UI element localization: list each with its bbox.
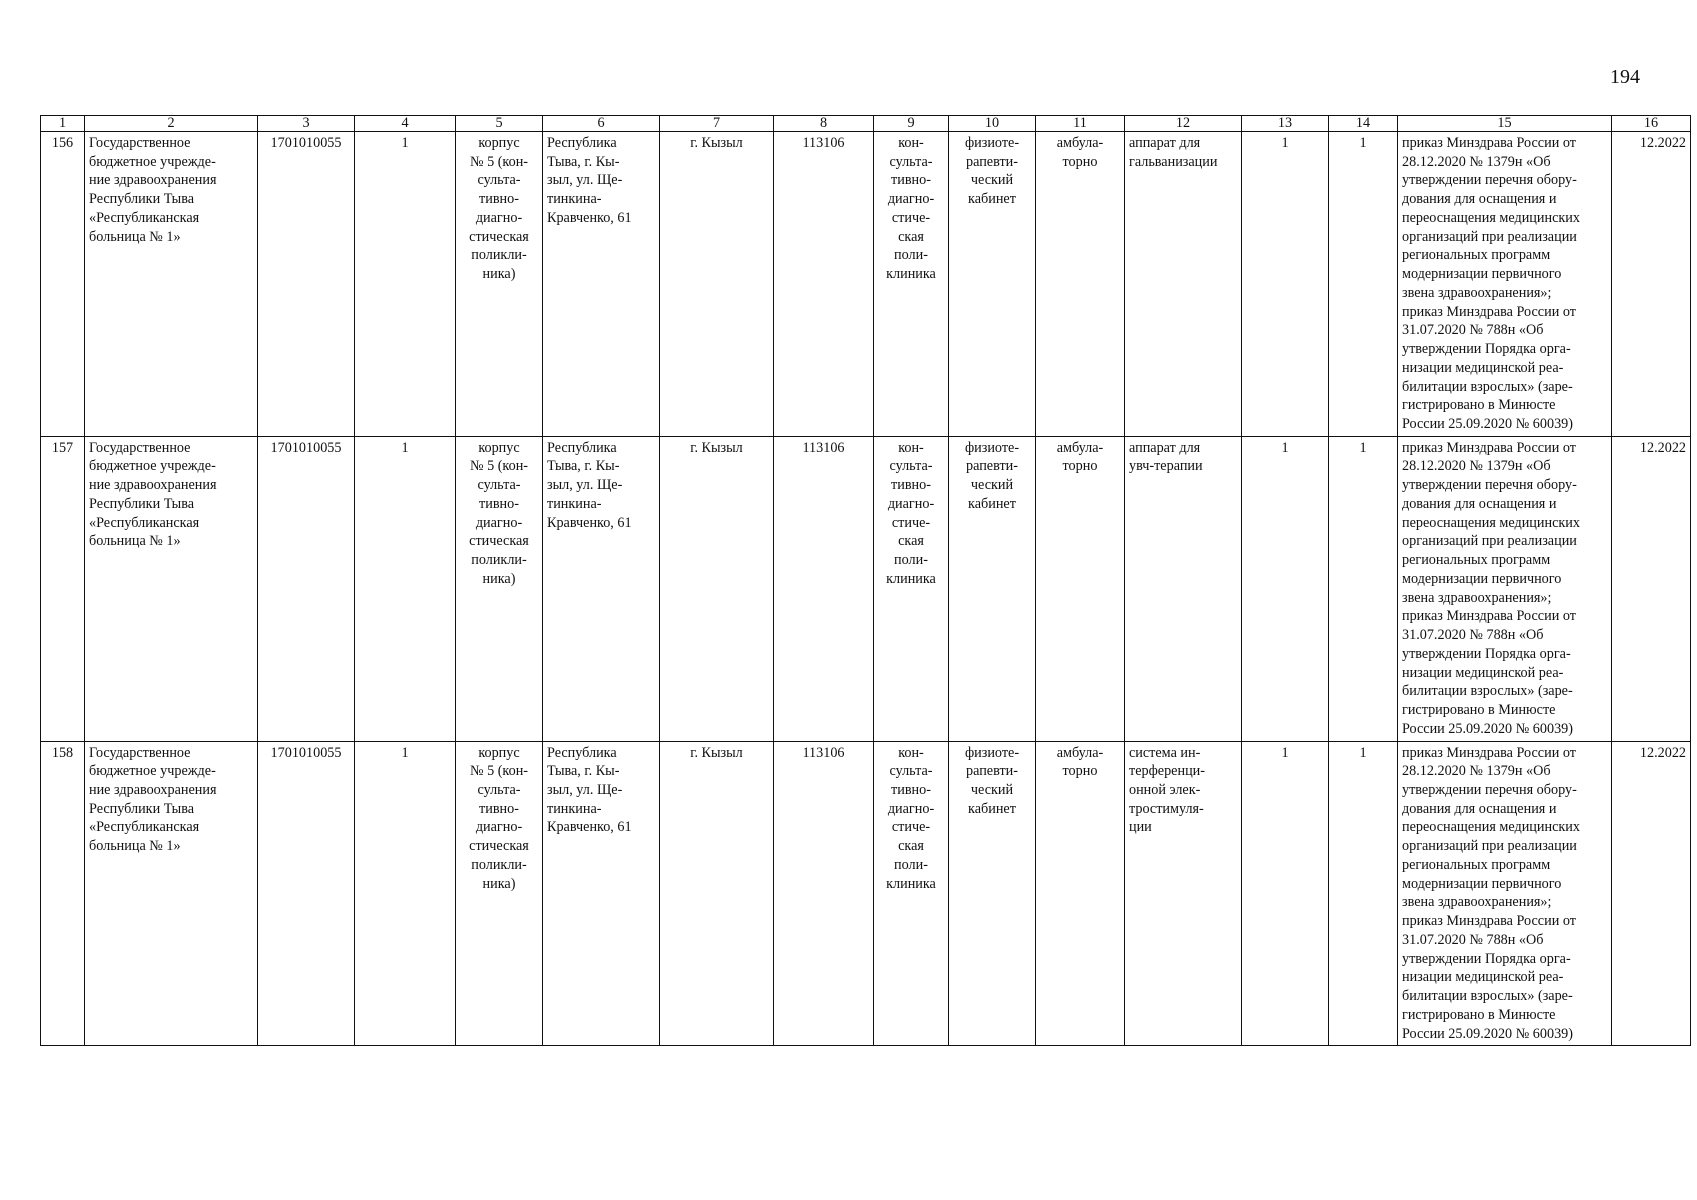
equipment-name: аппарат для увч-терапии bbox=[1125, 436, 1242, 741]
column-number: 14 bbox=[1329, 116, 1398, 132]
address: Республика Тыва, г. Кы- зыл, ул. Ще- тинкина- Кравченко, 61 bbox=[543, 741, 660, 1046]
due-date: 12.2022 bbox=[1612, 132, 1691, 437]
column-13-value: 1 bbox=[1242, 741, 1329, 1046]
care-condition: амбула- торно bbox=[1036, 436, 1125, 741]
equipment-name: аппарат для гальванизации bbox=[1125, 132, 1242, 437]
building-name: корпус № 5 (кон- сульта- тивно- диагно- стическая поликли- ника) bbox=[456, 436, 543, 741]
building-name: корпус № 5 (кон- сульта- тивно- диагно- стическая поликли- ника) bbox=[456, 132, 543, 437]
row-number: 156 bbox=[41, 132, 85, 437]
organization-name: Государственное бюджетное учрежде- ние здравоохранения Республики Тыва «Республиканская больница № 1» bbox=[85, 741, 258, 1046]
column-number: 4 bbox=[355, 116, 456, 132]
unit-type: кон- сульта- тивно- диагно- стиче- ская поли- клиника bbox=[874, 436, 949, 741]
unit-type: кон- сульта- тивно- диагно- стиче- ская поли- клиника bbox=[874, 132, 949, 437]
organization-code: 1701010055 bbox=[258, 436, 355, 741]
building-name: корпус № 5 (кон- сульта- тивно- диагно- стическая поликли- ника) bbox=[456, 741, 543, 1046]
department: физиоте- рапевти- ческий кабинет bbox=[949, 436, 1036, 741]
department: физиоте- рапевти- ческий кабинет bbox=[949, 741, 1036, 1046]
column-number: 12 bbox=[1125, 116, 1242, 132]
organization-name: Государственное бюджетное учрежде- ние здравоохранения Республики Тыва «Республиканская больница № 1» bbox=[85, 132, 258, 437]
care-condition: амбула- торно bbox=[1036, 741, 1125, 1046]
column-4-value: 1 bbox=[355, 436, 456, 741]
column-8-code: 113106 bbox=[774, 741, 874, 1046]
column-number: 6 bbox=[543, 116, 660, 132]
column-13-value: 1 bbox=[1242, 436, 1329, 741]
column-number: 9 bbox=[874, 116, 949, 132]
unit-type: кон- сульта- тивно- диагно- стиче- ская поли- клиника bbox=[874, 741, 949, 1046]
column-number: 3 bbox=[258, 116, 355, 132]
city: г. Кызыл bbox=[660, 741, 774, 1046]
organization-name: Государственное бюджетное учрежде- ние здравоохранения Республики Тыва «Республиканская больница № 1» bbox=[85, 436, 258, 741]
column-14-value: 1 bbox=[1329, 436, 1398, 741]
address: Республика Тыва, г. Кы- зыл, ул. Ще- тинкина- Кравченко, 61 bbox=[543, 132, 660, 437]
equipment-name: система ин- терференци- онной элек- тростимуля- ции bbox=[1125, 741, 1242, 1046]
column-8-code: 113106 bbox=[774, 132, 874, 437]
row-number: 157 bbox=[41, 436, 85, 741]
table-row bbox=[41, 436, 1691, 741]
column-8-code: 113106 bbox=[774, 436, 874, 741]
legal-basis: приказ Минздрава России от 28.12.2020 № 1379н «Об утверждении перечня обору- дования для оснащения и переоснащения медицинских организаций при реализации региональных программ модернизации первичного звена здравоохранения»; приказ Минздрава России от 31.07.2020 № 788н «Об утверждении Порядка орга- низации медицинской реа- билитации взрослых» (заре- гистрировано в Минюсте России 25.09.2020 № 60039) bbox=[1398, 436, 1612, 741]
legal-basis: приказ Минздрава России от 28.12.2020 № 1379н «Об утверждении перечня обору- дования для оснащения и переоснащения медицинских организаций при реализации региональных программ модернизации первичного звена здравоохранения»; приказ Минздрава России от 31.07.2020 № 788н «Об утверждении Порядка орга- низации медицинской реа- билитации взрослых» (заре- гистрировано в Минюсте России 25.09.2020 № 60039) bbox=[1398, 132, 1612, 437]
column-number: 11 bbox=[1036, 116, 1125, 132]
column-4-value: 1 bbox=[355, 132, 456, 437]
column-number: 2 bbox=[85, 116, 258, 132]
row-number: 158 bbox=[41, 741, 85, 1046]
column-4-value: 1 bbox=[355, 741, 456, 1046]
city: г. Кызыл bbox=[660, 436, 774, 741]
column-13-value: 1 bbox=[1242, 132, 1329, 437]
column-number: 5 bbox=[456, 116, 543, 132]
column-number: 8 bbox=[774, 116, 874, 132]
column-number: 16 bbox=[1612, 116, 1691, 132]
column-number: 7 bbox=[660, 116, 774, 132]
due-date: 12.2022 bbox=[1612, 741, 1691, 1046]
column-number: 15 bbox=[1398, 116, 1612, 132]
column-14-value: 1 bbox=[1329, 132, 1398, 437]
city: г. Кызыл bbox=[660, 132, 774, 437]
column-number: 1 bbox=[41, 116, 85, 132]
organization-code: 1701010055 bbox=[258, 132, 355, 437]
care-condition: амбула- торно bbox=[1036, 132, 1125, 437]
register-table bbox=[40, 115, 1691, 1046]
table-row bbox=[41, 741, 1691, 1046]
due-date: 12.2022 bbox=[1612, 436, 1691, 741]
department: физиоте- рапевти- ческий кабинет bbox=[949, 132, 1036, 437]
address: Республика Тыва, г. Кы- зыл, ул. Ще- тинкина- Кравченко, 61 bbox=[543, 436, 660, 741]
page-number: 194 bbox=[1610, 66, 1640, 88]
column-number: 13 bbox=[1242, 116, 1329, 132]
column-number-row bbox=[41, 116, 1691, 132]
column-14-value: 1 bbox=[1329, 741, 1398, 1046]
organization-code: 1701010055 bbox=[258, 741, 355, 1046]
table-row bbox=[41, 132, 1691, 437]
legal-basis: приказ Минздрава России от 28.12.2020 № 1379н «Об утверждении перечня обору- дования для оснащения и переоснащения медицинских организаций при реализации региональных программ модернизации первичного звена здравоохранения»; приказ Минздрава России от 31.07.2020 № 788н «Об утверждении Порядка орга- низации медицинской реа- билитации взрослых» (заре- гистрировано в Минюсте России 25.09.2020 № 60039) bbox=[1398, 741, 1612, 1046]
column-number: 10 bbox=[949, 116, 1036, 132]
